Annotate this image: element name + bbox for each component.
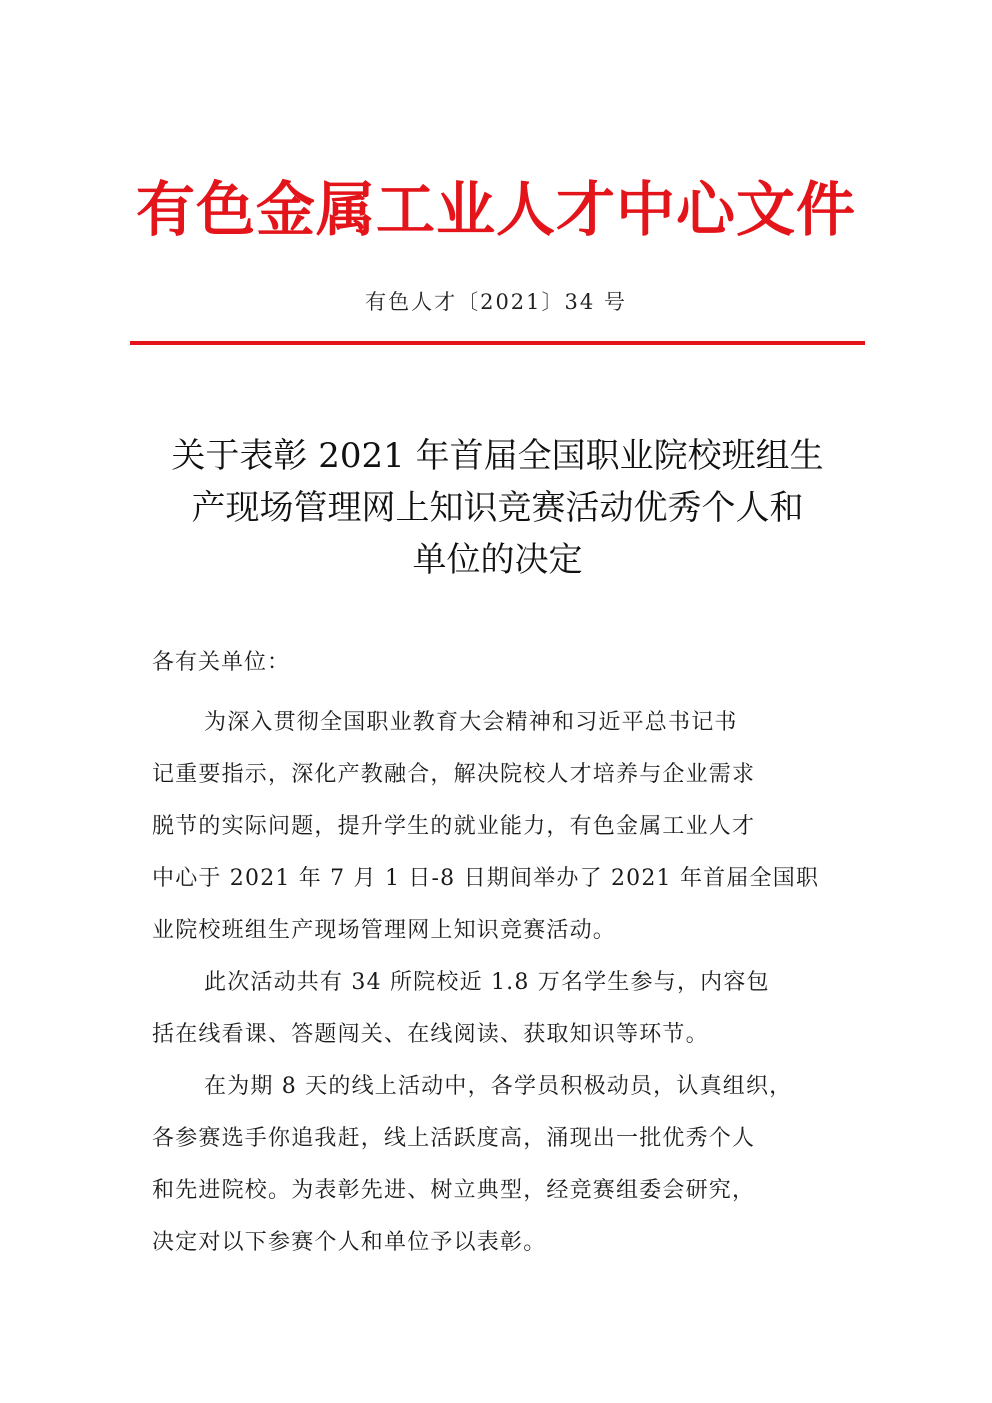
paragraph-line: 各参赛选手你追我赶，线上活跃度高，涌现出一批优秀个人 [152, 1126, 756, 1151]
title-line: 产现场管理网上知识竞赛活动优秀个人和 [191, 488, 804, 528]
document-title [130, 430, 865, 586]
paragraph-line: 在为期 8 天的线上活动中，各学员积极动员，认真组织， [204, 1074, 793, 1099]
paragraph-line: 决定对以下参赛个人和单位予以表彰。 [152, 1230, 547, 1255]
paragraph-line: 脱节的实际问题，提升学生的就业能力，有色金属工业人才 [152, 814, 756, 839]
document-body [152, 697, 842, 1269]
document-masthead: 有色金属工业人才中心文件 [135, 175, 856, 244]
paragraph-line: 记重要指示，深化产教融合，解决院校人才培养与企业需求 [152, 762, 756, 787]
paragraph-2 [152, 957, 842, 1061]
paragraph-line: 中心于 2021 年 7 月 1 日-8 日期间举办了 2021 年首届全国职 [152, 866, 820, 891]
paragraph-line: 和先进院校。为表彰先进、树立典型，经竞赛组委会研究， [152, 1178, 756, 1203]
red-separator-line [130, 341, 865, 345]
title-line: 单位的决定 [412, 540, 583, 580]
document-number: 有色人才〔2021〕34 号 [365, 290, 627, 314]
paragraph-1 [152, 697, 842, 957]
paragraph-line: 括在线看课、答题闯关、在线阅读、获取知识等环节。 [152, 1022, 709, 1047]
paragraph-line: 此次活动共有 34 所院校近 1.8 万名学生参与，内容包 [204, 970, 770, 995]
paragraph-line: 为深入贯彻全国职业教育大会精神和习近平总书记书 [204, 710, 738, 735]
paragraph-3 [152, 1061, 842, 1269]
title-line: 关于表彰 2021 年首届全国职业院校班组生 [171, 436, 824, 476]
salutation: 各有关单位： [152, 650, 291, 675]
paragraph-line: 业院校班组生产现场管理网上知识竞赛活动。 [152, 918, 617, 943]
